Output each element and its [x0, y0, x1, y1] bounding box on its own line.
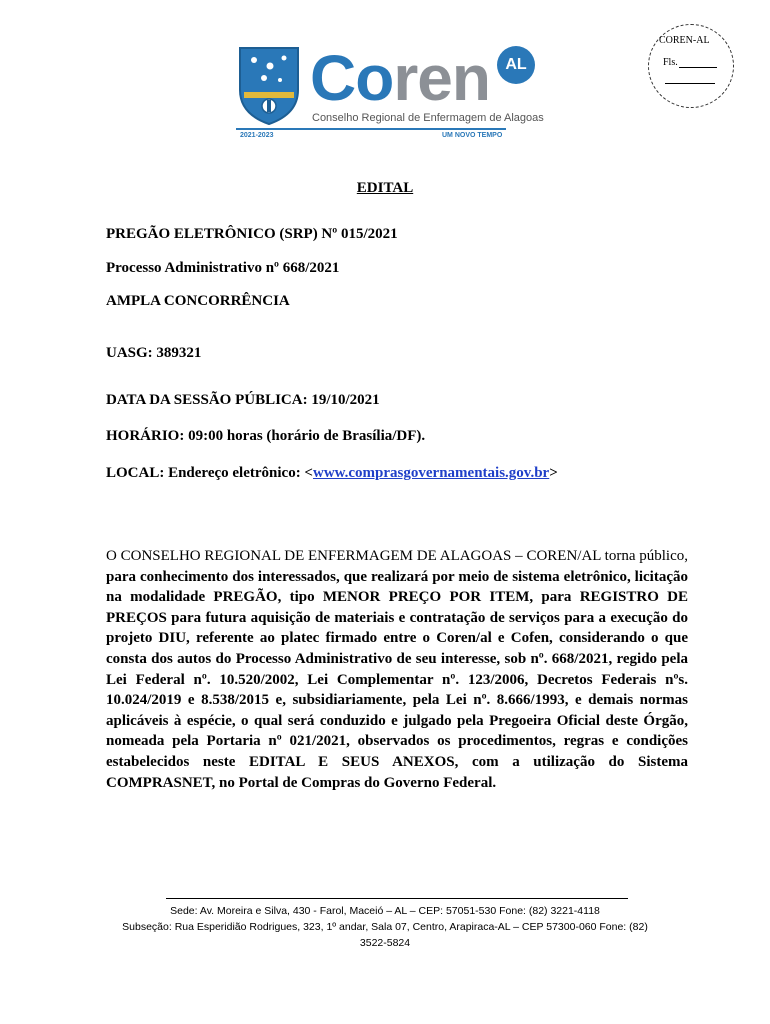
local-line: LOCAL: Endereço eletrônico: <www.comprasgovernamentais.gov.br>: [106, 465, 558, 481]
coren-stamp: [648, 24, 734, 108]
horario-line: HORÁRIO: 09:00 horas (horário de Brasília/DF).: [106, 428, 426, 444]
intro-paragraph: O CONSELHO REGIONAL DE ENFERMAGEM DE ALAGOAS – COREN/AL torna público, para conhecimento dos interessados, que realizará por meio de sistema eletrônico, licitação na modalidade PREGÃO, tipo MENOR PREÇO POR ITEM, para REGISTRO DE PREÇOS para futura aquisição de materiais e contratação de serviços para a execução do projeto DIU, referente ao platec firmado entre o Coren/al e Cofen, considerando o que consta dos autos do Processo Administrativo de seu interesse, sob nº. 668/2021, regido pela Lei Federal nº. 10.520/2002, Lei Complementar nº. 123/2006, Decretos Federais nºs. 10.024/2019 e 8.538/2015 e, subsidiariamente, pela Lei nº. 8.666/1993, e demais normas aplicáveis à espécie, o qual será conduzido e julgado pela Pregoeira Oficial deste Órgão, nomeada pela Portaria nº 021/2021, observados os procedimentos, regras e condições estabelecidos neste EDITAL E SEUS ANEXOS, com a utilização do Sistema COMPRASNET, no Portal de Compras do Governo Federal.: [106, 548, 688, 791]
logo-years: 2021-2023: [240, 132, 274, 139]
stamp-signature-line: [665, 83, 715, 84]
compras-link[interactable]: www.comprasgovernamentais.gov.br: [312, 465, 550, 481]
pregao-line: PREGÃO ELETRÔNICO (SRP) Nº 015/2021: [106, 226, 398, 242]
processo-line: Processo Administrativo nº 668/2021: [106, 260, 340, 276]
coren-wordmark: Coren: [310, 42, 490, 114]
logo-divider: [236, 128, 506, 130]
logo-tagline: UM NOVO TEMPO: [442, 132, 503, 139]
document-heading: EDITAL: [356, 180, 414, 196]
footer-phone-continuation: 3522-5824: [359, 937, 411, 949]
footer-address-sede: Sede: Av. Moreira e Silva, 430 - Farol, Maceió – AL – CEP: 57051-530 Fone: (82) 3221-4118: [170, 905, 600, 917]
ampla-line: AMPLA CONCORRÊNCIA: [106, 293, 290, 309]
data-sessao-line: DATA DA SESSÃO PÚBLICA: 19/10/2021: [106, 392, 380, 408]
stamp-title: COREN-AL: [659, 35, 710, 46]
footer-divider: [166, 898, 628, 899]
stamp-fls-label: Fls.: [663, 57, 678, 68]
al-badge: AL: [497, 46, 535, 84]
coren-shield-icon: [236, 44, 302, 126]
stamp-fls-line: [679, 67, 717, 68]
logo-subtitle: Conselho Regional de Enfermagem de Alagoas: [312, 112, 544, 124]
footer-address-subsecao: Subseção: Rua Esperidião Rodrigues, 323, 1º andar, Sala 07, Centro, Arapiraca-AL – CEP 57300-060 Fone: (82): [122, 921, 648, 933]
uasg-line: UASG: 389321: [106, 345, 202, 361]
coren-logo: [236, 42, 544, 144]
